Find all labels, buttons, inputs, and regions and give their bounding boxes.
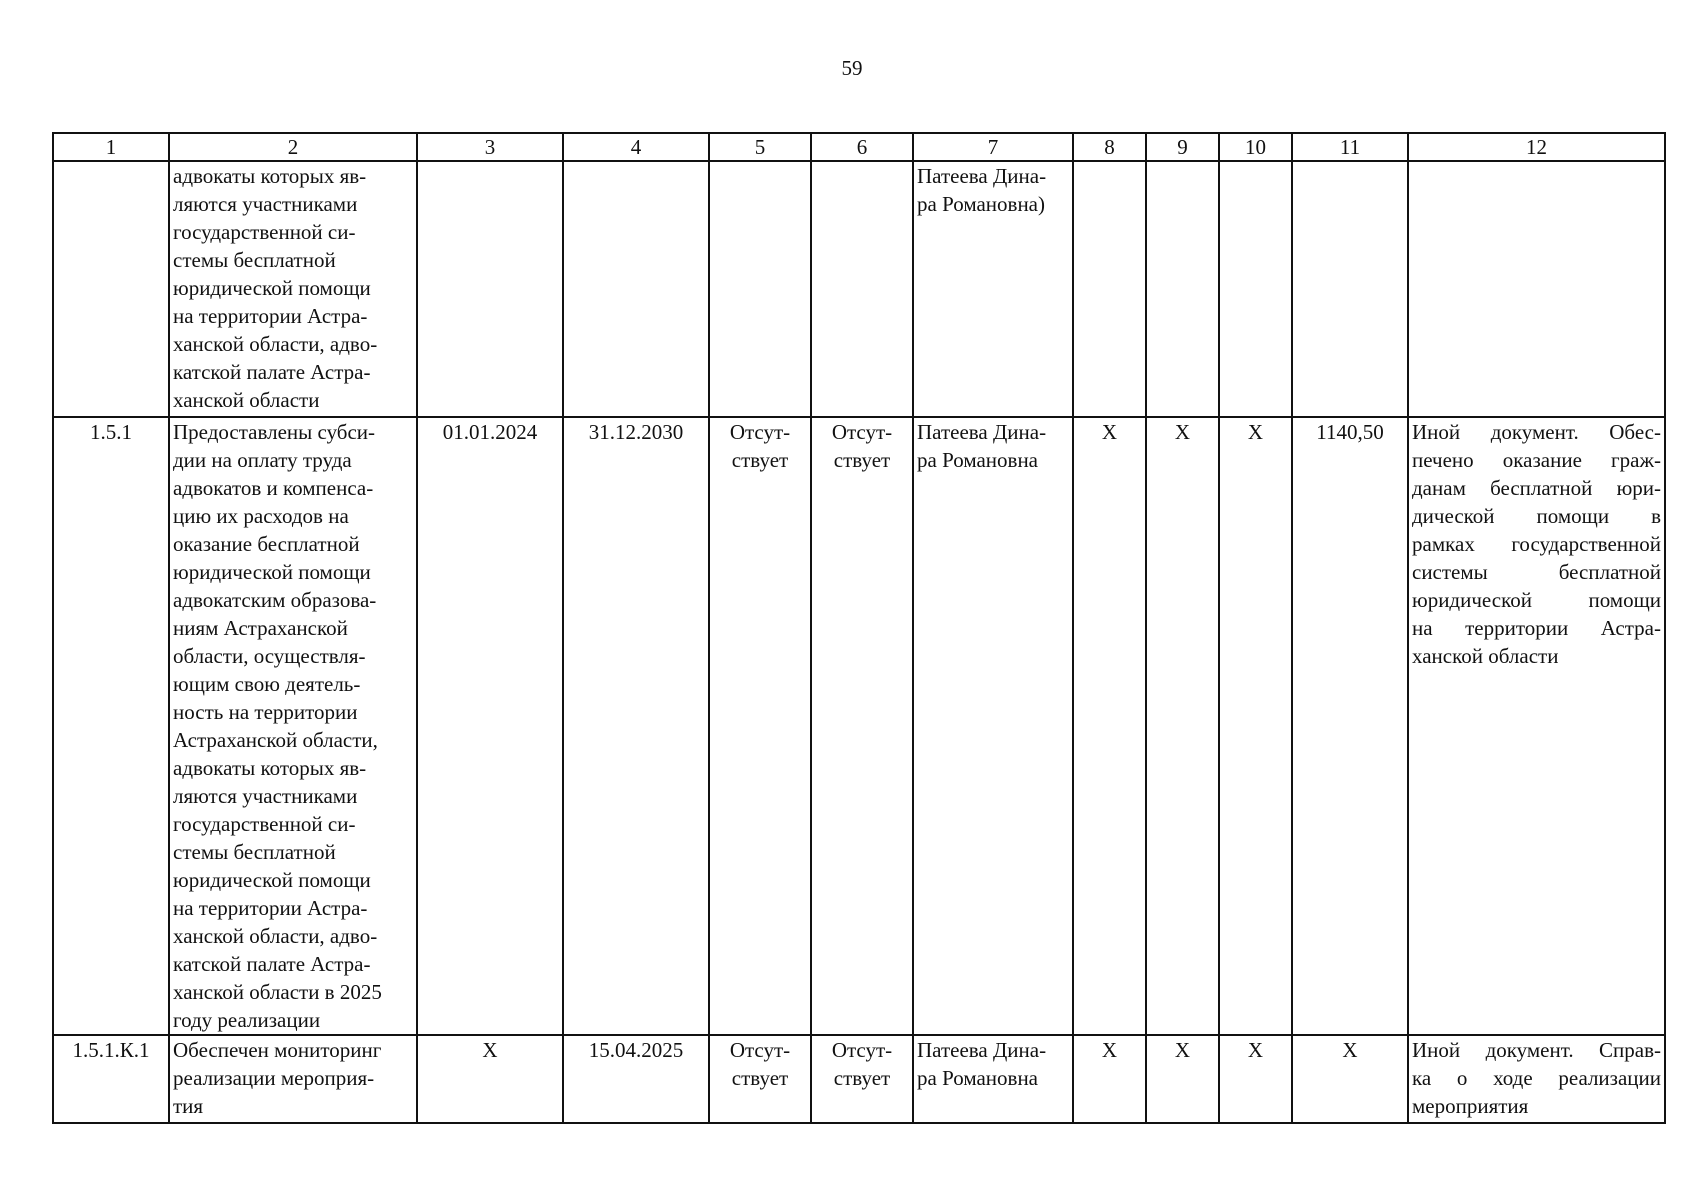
table-row — [53, 417, 1665, 1035]
cell-amount: Х — [1292, 1035, 1408, 1123]
cell-col10 — [1219, 161, 1292, 417]
document-text-line: Иной документ. Справ- — [1412, 1038, 1661, 1062]
cell-end-date: 31.12.2030 — [563, 417, 709, 1035]
cell-document — [1408, 1035, 1665, 1123]
cell-col6: Отсут- ствует — [811, 1035, 913, 1123]
column-header-11: 11 — [1292, 133, 1408, 161]
cell-responsible: Патеева Дина- ра Романовна — [913, 1035, 1073, 1123]
cell-result-name: адвокаты которых яв- ляются участниками государственной си- стемы бесплатной юридической помощи на территории Астра- ханской области, адво- катской палате Астра- ханской области — [169, 161, 417, 417]
column-header-10: 10 — [1219, 133, 1292, 161]
cell-col9: Х — [1146, 1035, 1219, 1123]
cell-number — [53, 161, 169, 417]
cell-end-date — [563, 161, 709, 417]
document-text-line: на территории Астра- — [1412, 616, 1661, 640]
column-header-7: 7 — [913, 133, 1073, 161]
cell-number: 1.5.1 — [53, 417, 169, 1035]
cell-col8: Х — [1073, 1035, 1146, 1123]
cell-col9: Х — [1146, 417, 1219, 1035]
document-text-line: печено оказание граж- — [1412, 448, 1661, 472]
column-header-1: 1 — [53, 133, 169, 161]
cell-responsible: Патеева Дина- ра Романовна — [913, 417, 1073, 1035]
cell-col5: Отсут- ствует — [709, 417, 811, 1035]
cell-document — [1408, 417, 1665, 1035]
cell-amount — [1292, 161, 1408, 417]
document-text-line: ханской области — [1412, 644, 1559, 668]
cell-responsible: Патеева Дина- ра Романовна) — [913, 161, 1073, 417]
table-row — [53, 161, 1665, 417]
page-number: 59 — [841, 56, 863, 80]
document-text-line: рамках государственной — [1412, 532, 1661, 556]
column-header-6: 6 — [811, 133, 913, 161]
cell-result-name: Обеспечен мониторинг реализации мероприя- тия — [169, 1035, 417, 1123]
cell-col5 — [709, 161, 811, 417]
cell-end-date: 15.04.2025 — [563, 1035, 709, 1123]
cell-amount: 1140,50 — [1292, 417, 1408, 1035]
cell-col10: Х — [1219, 417, 1292, 1035]
column-header-2: 2 — [169, 133, 417, 161]
column-header-12: 12 — [1408, 133, 1665, 161]
cell-start-date: Х — [417, 1035, 563, 1123]
table-row — [53, 1035, 1665, 1123]
cell-start-date: 01.01.2024 — [417, 417, 563, 1035]
column-header-4: 4 — [563, 133, 709, 161]
cell-col10: Х — [1219, 1035, 1292, 1123]
cell-col6: Отсут- ствует — [811, 417, 913, 1035]
column-header-3: 3 — [417, 133, 563, 161]
document-text-line: мероприятия — [1412, 1094, 1529, 1118]
column-header-8: 8 — [1073, 133, 1146, 161]
document-text-line: системы бесплатной — [1412, 560, 1661, 584]
cell-result-name: Предоставлены субси- дии на оплату труда адвокатов и компенса- цию их расходов на оказание бесплатной юридической помощи адвокатским образова- ниям Астраханской области, осуществля- ющим свою деятель- ность на территории Астраханской области, адвокаты которых яв- ляются участниками государственной си- стемы бесплатной юридической помощи на территории Астра- ханской области, адво- катской палате Астра- ханской области в 2025 году реализации — [169, 417, 417, 1035]
cell-start-date — [417, 161, 563, 417]
cell-col8: Х — [1073, 417, 1146, 1035]
cell-document — [1408, 161, 1665, 417]
cell-col6 — [811, 161, 913, 417]
document-text-line: Иной документ. Обес- — [1412, 420, 1661, 444]
column-header-9: 9 — [1146, 133, 1219, 161]
cell-col8 — [1073, 161, 1146, 417]
document-text-line: юридической помощи — [1412, 588, 1661, 612]
document-text-line: данам бесплатной юри- — [1412, 476, 1661, 500]
document-text-line: ка о ходе реализации — [1412, 1066, 1661, 1090]
cell-col5: Отсут- ствует — [709, 1035, 811, 1123]
cell-number: 1.5.1.К.1 — [53, 1035, 169, 1123]
events-table — [52, 132, 1666, 1124]
column-header-5: 5 — [709, 133, 811, 161]
header-row — [53, 133, 1665, 161]
document-text-line: дической помощи в — [1412, 504, 1661, 528]
cell-col9 — [1146, 161, 1219, 417]
